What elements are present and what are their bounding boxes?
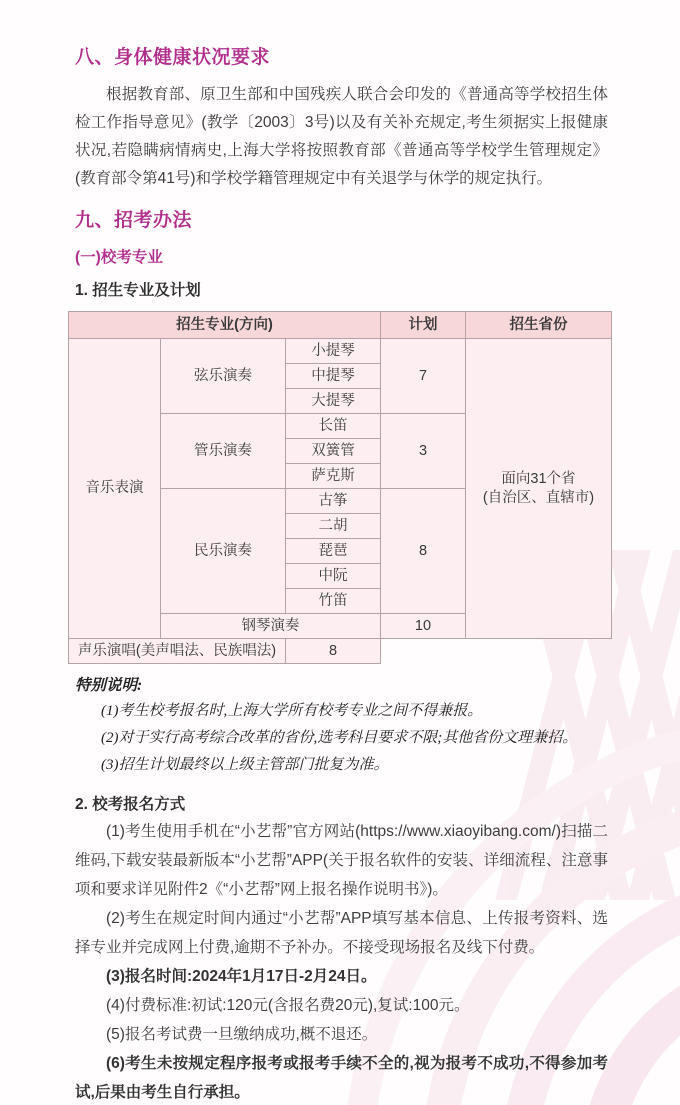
enrollment-plan-heading: 1. 招生专业及计划 xyxy=(75,282,201,299)
table-header-row xyxy=(69,312,612,339)
section9-heading: 九、招考办法 xyxy=(75,210,193,231)
table-row xyxy=(69,639,612,664)
cell-winds-group: 管乐演奏 xyxy=(161,414,286,489)
special-notes xyxy=(75,674,608,779)
cell-plan: 10 xyxy=(381,614,466,639)
cell-vocal: 声乐演唱(美声唱法、民族唱法) xyxy=(69,639,286,664)
special-notes-title: 特别说明: xyxy=(75,677,143,694)
cell-folk-group: 民乐演奏 xyxy=(161,489,286,614)
registration-method-heading: 2. 校考报名方式 xyxy=(75,796,186,813)
cell-instrument: 中阮 xyxy=(286,564,381,589)
provinces-line2: (自治区、直辖市) xyxy=(482,489,595,506)
table-row xyxy=(69,339,612,364)
cell-instrument: 大提琴 xyxy=(286,389,381,414)
admission-plan-table xyxy=(68,311,612,664)
cell-instrument: 琵琶 xyxy=(286,539,381,564)
cell-major-group: 音乐表演 xyxy=(69,339,161,639)
special-note-item: (2)对于实行高考综合改革的省份,选考科目要求不限;其他省份文理兼招。 xyxy=(101,730,578,746)
header-provinces: 招生省份 xyxy=(466,312,612,339)
cell-instrument: 小提琴 xyxy=(286,339,381,364)
cell-plan: 7 xyxy=(381,339,466,414)
subsection-school-exam-majors-heading: (一)校考专业 xyxy=(75,249,163,266)
cell-instrument: 竹笛 xyxy=(286,589,381,614)
cell-strings-group: 弦乐演奏 xyxy=(161,339,286,414)
cell-instrument: 长笛 xyxy=(286,414,381,439)
cell-instrument: 二胡 xyxy=(286,514,381,539)
cell-plan: 8 xyxy=(381,489,466,614)
registration-item-2: (2)考生在规定时间内通过“小艺帮”APP填写基本信息、上传报考资料、选择专业并完成网上付费,逾期不予补办。不接受现场报名及线下付费。 xyxy=(75,910,608,956)
header-plan: 计划 xyxy=(381,312,466,339)
section8-heading: 八、身体健康状况要求 xyxy=(75,47,271,68)
cell-piano: 钢琴演奏 xyxy=(161,614,381,639)
cell-instrument: 双簧管 xyxy=(286,439,381,464)
section8-paragraph: 根据教育部、原卫生部和中国残疾人联合会印发的《普通高等学校招生体检工作指导意见》(教学〔2003〕3号)以及有关补充规定,考生须据实上报健康状况,若隐瞒病情病史,上海大学将按照教育部《普通高等学校学生管理规定》(教育部令第41号)和学校学籍管理规定中有关退学与休学的规定执行。 xyxy=(75,86,608,187)
registration-item-6: (6)考生未按规定程序报考或报考手续不全的,视为报考不成功,不得参加考试,后果由考生自行承担。 xyxy=(75,1055,608,1101)
provinces-line1: 面向31个省 xyxy=(501,471,576,488)
special-note-item: (1)考生校考报名时,上海大学所有校考专业之间不得兼报。 xyxy=(101,703,483,719)
registration-item-1: (1)考生使用手机在“小艺帮”官方网站(https://www.xiaoyibang.com/)扫描二维码,下载安装最新版本“小艺帮”APP(关于报名软件的安装、详细流程、注意事项和要求详见附件2《“小艺帮”网上报名操作说明书》)。 xyxy=(75,823,608,898)
cell-instrument: 萨克斯 xyxy=(286,464,381,489)
registration-item-3-deadline: (3)报名时间:2024年1月17日-2月24日。 xyxy=(106,968,377,985)
registration-item-5: (5)报名考试费一旦缴纳成功,概不退还。 xyxy=(106,1026,378,1043)
registration-item-4-fees: (4)付费标准:初试:120元(含报名费20元),复试:100元。 xyxy=(106,997,470,1014)
cell-plan: 3 xyxy=(381,414,466,489)
cell-instrument: 古筝 xyxy=(286,489,381,514)
special-note-item: (3)招生计划最终以上级主管部门批复为准。 xyxy=(101,757,389,773)
header-major: 招生专业(方向) xyxy=(69,312,381,339)
cell-plan: 8 xyxy=(286,639,381,664)
cell-provinces xyxy=(466,339,612,639)
cell-instrument: 中提琴 xyxy=(286,364,381,389)
